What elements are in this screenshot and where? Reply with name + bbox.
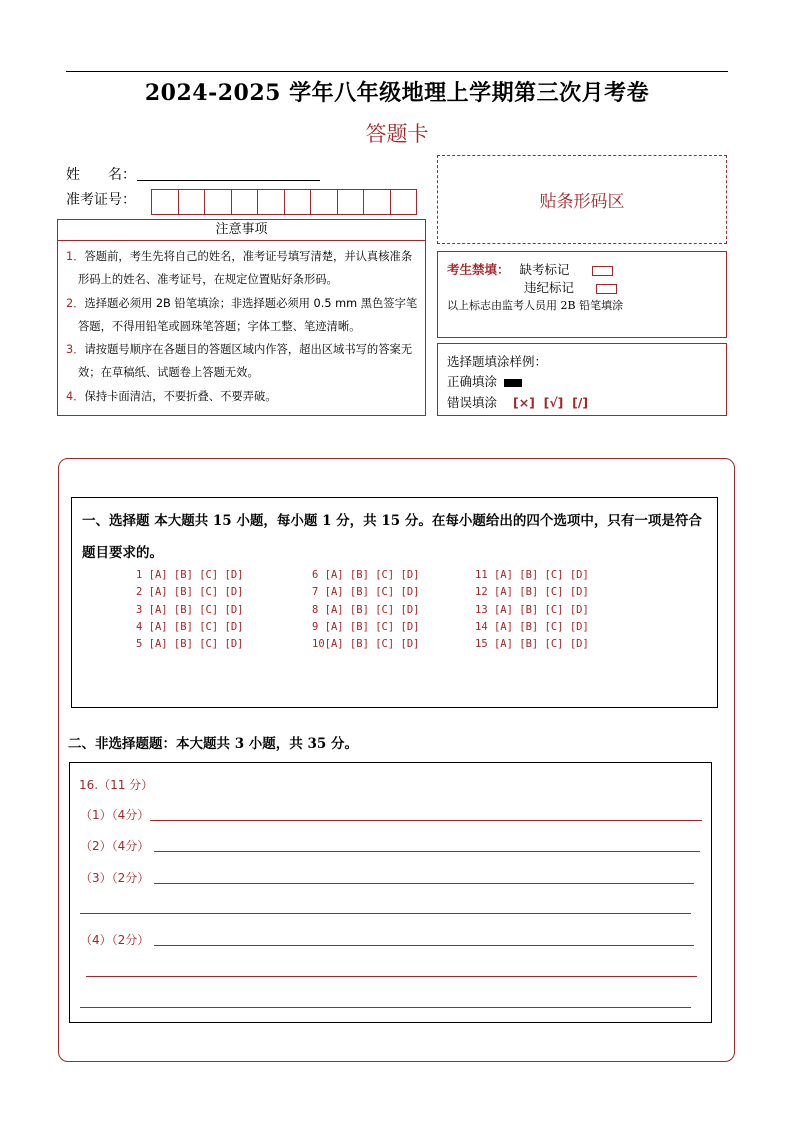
q16-part2-label: （2）（4分） xyxy=(80,839,150,853)
notice-item xyxy=(66,338,419,385)
notice-text: 选择题必须用 2B 铅笔填涂；非选择题必须用 0.5 mm 黑色签字笔答题，不得用铅笔或圆珠笔答题；字体工整、笔迹清晰。 xyxy=(78,296,418,333)
id-number-boxes[interactable] xyxy=(151,189,417,215)
id-label: 准考证号： xyxy=(66,192,136,208)
mc-question-row[interactable]: 9 [A] [B] [C] [D] xyxy=(312,620,420,633)
mc-question-row[interactable]: 12 [A] [B] [C] [D] xyxy=(475,586,589,599)
ban-label: 考生禁填： xyxy=(447,262,510,277)
answer-line[interactable] xyxy=(154,851,700,852)
answer-line[interactable] xyxy=(86,976,697,977)
mc-question-row[interactable]: 8 [A] [B] [C] [D] xyxy=(312,603,420,616)
notice-item xyxy=(66,292,419,339)
page-title: 2024-2025 学年八年级地理上学期第三次月考卷 xyxy=(144,80,650,106)
q16-label: 16.（11 分） xyxy=(79,778,154,792)
mc-question-row[interactable]: 7 [A] [B] [C] [D] xyxy=(312,586,420,599)
mc-question-row[interactable]: 10[A] [B] [C] [D] xyxy=(312,638,420,651)
id-digit-box[interactable] xyxy=(152,190,179,214)
absent-mark-box[interactable] xyxy=(592,266,613,276)
notice-text: 请按题号顺序在各题目的答题区域内作答，超出区域书写的答案无效；在草稿纸、试题卷上答题无效。 xyxy=(78,343,413,380)
absent-label: 缺考标记 xyxy=(519,262,570,277)
notice-item xyxy=(66,245,419,292)
notice-num: 3． xyxy=(66,343,85,357)
barcode-label: 贴条形码区 xyxy=(539,192,625,212)
mc-column-3 xyxy=(475,567,589,653)
q16-part4-label: （4）（2分） xyxy=(80,933,150,947)
notice-box xyxy=(57,241,426,416)
mc-question-row[interactable]: 14 [A] [B] [C] [D] xyxy=(475,620,589,633)
correct-fill-mark xyxy=(504,379,522,387)
id-digit-box[interactable] xyxy=(285,190,312,214)
q16-part1-label: （1）（4分） xyxy=(80,808,150,822)
mc-question-row[interactable]: 11 [A] [B] [C] [D] xyxy=(475,569,589,581)
mc-question-row[interactable]: 4 [A] [B] [C] [D] xyxy=(136,620,244,633)
answer-line[interactable] xyxy=(150,820,702,821)
notice-text: 保持卡面清洁，不要折叠、不要弄破。 xyxy=(84,389,277,403)
question16-box xyxy=(69,762,712,1023)
violation-mark-box[interactable] xyxy=(596,284,617,294)
id-digit-box[interactable] xyxy=(364,190,391,214)
exam-use-only-box xyxy=(437,251,727,338)
id-digit-box[interactable] xyxy=(311,190,338,214)
answer-line[interactable] xyxy=(154,945,694,946)
page-subtitle: 答题卡 xyxy=(365,122,429,146)
id-digit-box[interactable] xyxy=(232,190,259,214)
mc-column-2 xyxy=(312,567,419,653)
top-rule xyxy=(66,71,728,72)
mc-question-row[interactable]: 1 [A] [B] [C] [D] xyxy=(136,569,244,581)
sample-title: 选择题填涂样例： xyxy=(447,354,548,369)
fill-sample-box xyxy=(437,343,727,416)
id-digit-box[interactable] xyxy=(179,190,206,214)
notice-num: 4． xyxy=(66,389,85,403)
id-digit-box[interactable] xyxy=(258,190,285,214)
answer-line[interactable] xyxy=(154,883,694,884)
barcode-area xyxy=(437,155,727,244)
notice-text: 答题前，考生先将自己的姓名，准考证号填写清楚，并认真核准条形码上的姓名、准考证号，在规定位置贴好条形码。 xyxy=(78,250,413,287)
name-label: 姓 名： xyxy=(66,167,136,183)
id-digit-box[interactable] xyxy=(391,190,417,214)
notice-item xyxy=(66,385,419,408)
id-digit-box[interactable] xyxy=(338,190,365,214)
wrong-marks: [×] [√] [/] xyxy=(513,395,589,410)
mc-question-row[interactable]: 5 [A] [B] [C] [D] xyxy=(136,638,244,651)
notice-num: 1． xyxy=(66,250,85,263)
section2-heading: 二、非选择题题：本大题共 3 小题，共 35 分。 xyxy=(68,736,358,752)
q16-part3-label: （3）（2分） xyxy=(80,871,150,885)
answer-line[interactable] xyxy=(80,1007,691,1008)
notice-num: 2． xyxy=(66,296,85,310)
mc-question-row[interactable]: 2 [A] [B] [C] [D] xyxy=(136,586,244,599)
mc-question-row[interactable]: 15 [A] [B] [C] [D] xyxy=(475,638,589,651)
mc-question-row[interactable]: 3 [A] [B] [C] [D] xyxy=(136,603,244,616)
id-digit-box[interactable] xyxy=(205,190,232,214)
wrong-label: 错误填涂 xyxy=(447,395,498,410)
mc-column-1 xyxy=(136,567,243,653)
mc-question-row[interactable]: 13 [A] [B] [C] [D] xyxy=(475,603,589,616)
correct-label: 正确填涂 xyxy=(447,374,498,389)
answer-line[interactable] xyxy=(80,913,691,914)
ban-note: 以上标志由监考人员用 2B 铅笔填涂 xyxy=(447,299,624,312)
notice-heading: 注意事项 xyxy=(57,219,426,241)
name-field[interactable] xyxy=(137,180,320,181)
violation-label: 违纪标记 xyxy=(524,280,575,295)
section1-heading: 一、选择题 本大题共 15 小题，每小题 1 分，共 15 分。在每小题给出的四个选项中，只有一项是符合题目要求的。 xyxy=(82,513,702,561)
mc-question-row[interactable]: 6 [A] [B] [C] [D] xyxy=(312,569,420,581)
